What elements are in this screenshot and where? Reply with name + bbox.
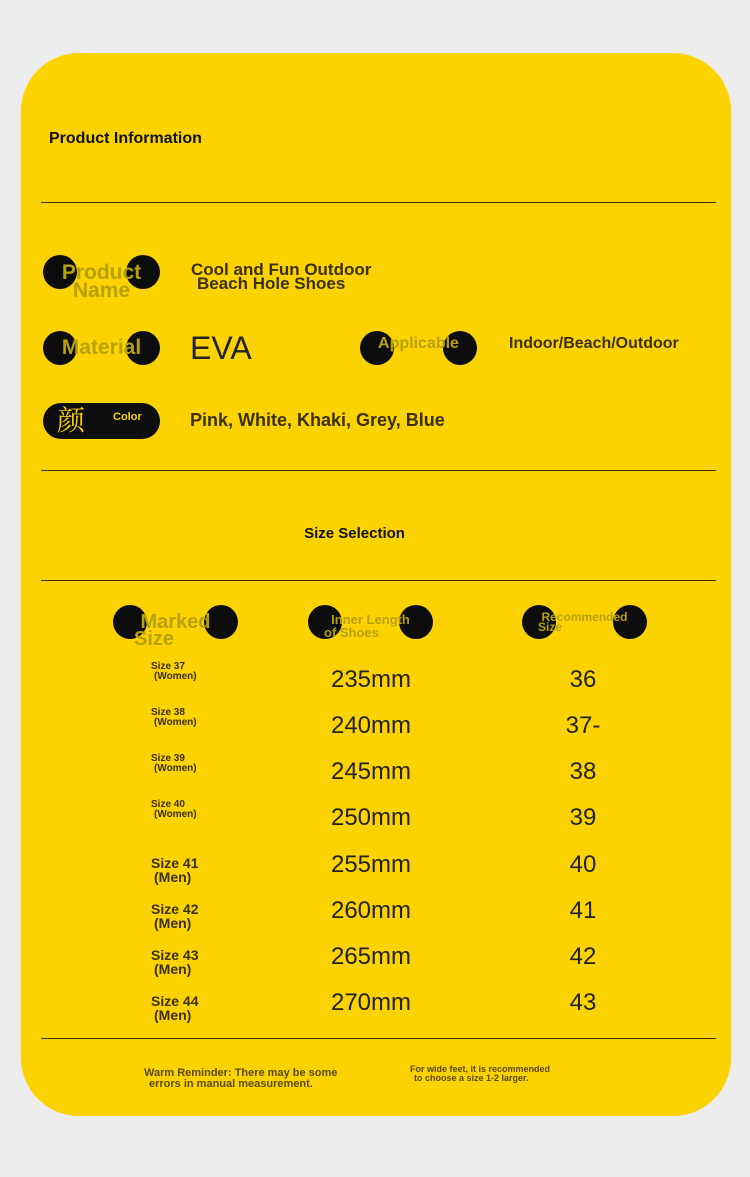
product-card	[21, 53, 731, 1116]
label-color-cn: 颜	[57, 404, 86, 437]
label-color-en: Color	[113, 411, 142, 423]
header-recommended-size: Recommended Size	[522, 605, 647, 639]
warm-reminder: Warm Reminder: There may be some errors in manual measurement.	[144, 1067, 338, 1090]
header-inner-length: Inner Length of Shoes	[308, 605, 433, 639]
applicable-value: Indoor/Beach/Outdoor	[509, 335, 679, 352]
table-row: Size 37 (Women) 235mm 36	[151, 661, 597, 693]
table-row: Size 42 (Men) 260mm 41	[151, 897, 597, 931]
divider	[41, 580, 716, 581]
material-value: EVA	[190, 330, 252, 366]
label-applicable: Applicable	[360, 331, 477, 365]
divider	[41, 470, 716, 471]
table-row: Size 43 (Men) 265mm 42	[151, 943, 597, 977]
table-row: Size 38 (Women) 240mm 37-	[151, 707, 601, 739]
table-row: Size 39 (Women) 245mm 38	[151, 753, 597, 785]
label-product-name-line2: Name	[72, 278, 131, 302]
label-material: Material	[43, 331, 160, 365]
color-value: Pink, White, Khaki, Grey, Blue	[190, 410, 445, 430]
section-title-product-info: Product Information	[49, 130, 202, 147]
label-product-name	[43, 255, 160, 302]
divider	[41, 202, 716, 203]
table-row: Size 44 (Men) 270mm 43	[151, 989, 597, 1023]
wide-feet-note: For wide feet, it is recommended to choose a size 1-2 larger.	[410, 1064, 551, 1083]
label-color	[43, 403, 160, 439]
table-row: Size 40 (Women) 250mm 39	[151, 799, 597, 831]
section-title-size-selection: Size Selection	[304, 525, 405, 542]
divider	[41, 1038, 716, 1039]
label-product-name-line1: Product	[61, 261, 142, 284]
table-row: Size 41 (Men) 255mm 40	[151, 851, 597, 885]
product-name-value: Cool and Fun Outdoor Beach Hole Shoes	[191, 260, 372, 293]
header-marked-size: Marked Size	[113, 605, 238, 639]
